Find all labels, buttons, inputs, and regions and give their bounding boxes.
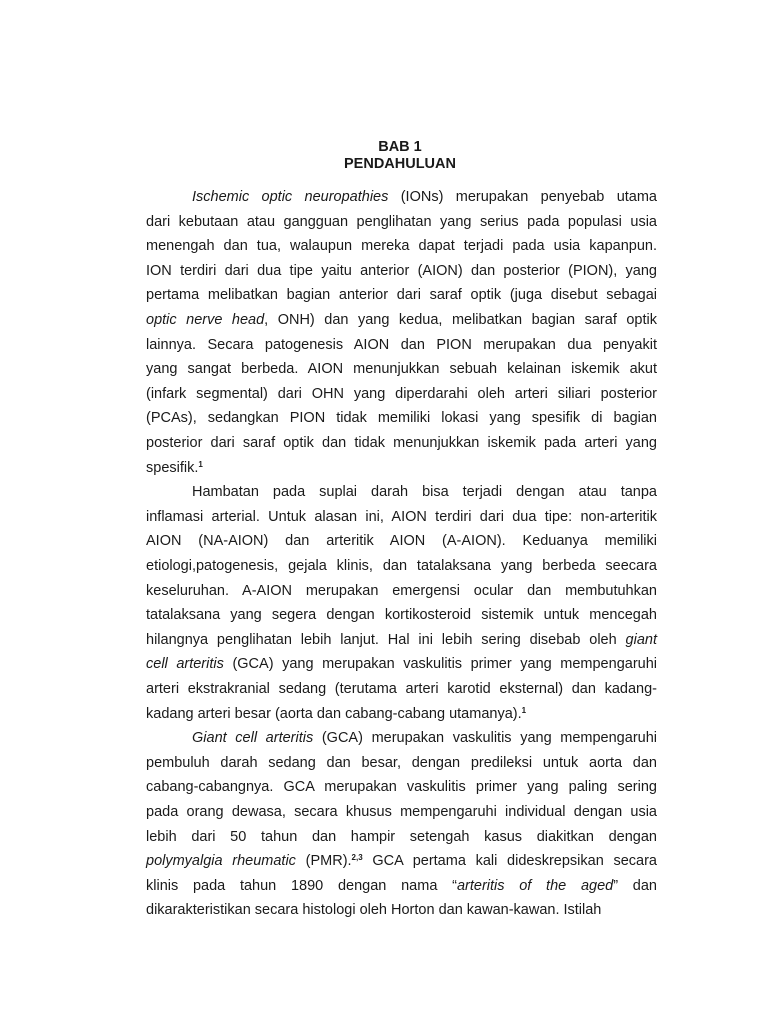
text-line [146,382,657,407]
text-line [146,603,657,628]
text-line [146,234,657,259]
text-line [146,874,657,899]
text-line [192,480,657,505]
text-line [146,898,657,923]
text-line [146,210,657,235]
text-run: dari kebutaan atau gangguan penglihatan yang serius pada populasi usia [146,213,657,230]
text-run: pertama melibatkan bagian anterior dari saraf optik (juga disebut sebagai [146,287,657,304]
italic-term: polymyalgia rheumatic [146,853,296,870]
text-line [146,406,657,431]
text-run: (IONs) merupakan penyebab utama [388,189,657,205]
text-line [146,431,657,456]
text-run: lebih dari 50 tahun dan hampir setengah kasus diakitkan dengan [146,828,657,845]
footnote-reference: 1 [521,705,527,715]
text-run: , ONH) dan yang kedua, melibatkan bagian saraf optik [264,312,657,328]
footnote-reference: 1 [198,459,203,469]
text-line [146,505,657,530]
text-run: Hambatan pada suplai darah bisa terjadi dengan atau tanpa [192,484,657,501]
text-run: (GCA) yang merupakan vaskulitis primer yang mempengaruhi [223,656,657,673]
text-line [146,308,657,333]
text-run: etiologi,patogenesis, gejala klinis, dan tatalaksana yang berbeda seecara [146,558,657,574]
text-line [146,849,657,874]
text-line [146,702,657,727]
footnote-reference: 2,3 [351,853,363,863]
text-run: kadang arteri besar (aorta dan cabang-cabang utamanya). [146,705,522,722]
text-run: cabang-cabangnya. GCA merupakan vaskulitis primer yang paling sering [146,779,657,796]
text-line [146,456,657,481]
text-run: arteri ekstrakranial sedang (terutama arteri karotid eksternal) dan kadang- [146,681,657,697]
text-run: inflamasi arterial. Untuk alasan ini, AION terdiri dari dua tipe: non-arteritik [146,508,657,525]
text-run: spesifik. [146,459,199,476]
text-line [146,333,657,358]
text-run: (infark segmental) dari OHN yang diperdarahi oleh arteri siliari posterior [146,385,657,402]
text-run: dikarakteristikan secara histologi oleh Horton dan kawan-kawan. Istilah [146,902,602,919]
text-run: klinis pada tahun 1890 dengan nama “ [146,877,457,894]
text-line [146,283,657,308]
chapter-number: BAB 1 [378,139,422,155]
text-line [146,628,657,653]
text-run: AION (NA-AION) dan arteritik AION (A-AION). Keduanya memiliki [146,533,657,550]
text-run: posterior dari saraf optik dan tidak menunjukkan iskemik pada arteri yang [146,435,657,451]
text-run: tatalaksana yang segera dengan kortikosteroid sistemik untuk mencegah [146,607,657,624]
text-line [146,652,657,677]
italic-term: Ischemic optic neuropathies [192,189,389,205]
text-run: pada orang dewasa, secara khusus mempengaruhi individual dengan usia [146,804,657,820]
text-run: menengah dan tua, walaupun mereka dapat terjadi pada usia kapanpun. [146,238,657,255]
text-run: (GCA) merupakan vaskulitis yang mempengaruhi [313,730,657,747]
italic-term: Giant cell arteritis [192,730,314,747]
text-line [146,677,657,702]
text-line [192,726,657,751]
text-run: pembuluh darah sedang dan besar, dengan predileksi untuk aorta dan [146,754,657,771]
text-line [146,554,657,579]
italic-term: arteritis of the aged [456,877,614,894]
text-run: (PMR). [295,853,352,870]
text-line [192,185,657,210]
text-run: hilangnya penglihatan lebih lanjut. Hal ini lebih sering disebab oleh [146,631,626,648]
italic-term: optic nerve head [146,312,265,328]
text-line [146,579,657,604]
italic-term: cell arteritis [146,656,224,673]
text-run: (PCAs), sedangkan PION tidak memiliki lokasi yang spesifik di bagian [146,410,657,427]
italic-term: giant [625,631,657,648]
text-run: ” dan [613,877,657,894]
text-line [146,259,657,284]
text-line [146,357,657,382]
text-line [146,751,657,776]
text-run: keseluruhan. A-AION merupakan emergensi ocular dan membutuhkan [146,582,657,599]
chapter-title: PENDAHULUAN [344,156,456,172]
text-line [146,800,657,825]
text-run: lainnya. Secara patogenesis AION dan PION merupakan dua penyakit [146,336,657,353]
text-line [146,775,657,800]
text-run: ION terdiri dari dua tipe yaitu anterior (AION) dan posterior (PION), yang [146,262,657,279]
text-run: yang sangat berbeda. AION menunjukkan sebuah kelainan iskemik akut [146,361,657,378]
text-line [146,825,657,850]
text-line [146,529,657,554]
text-run: GCA pertama kali dideskrepsikan secara [362,853,657,870]
